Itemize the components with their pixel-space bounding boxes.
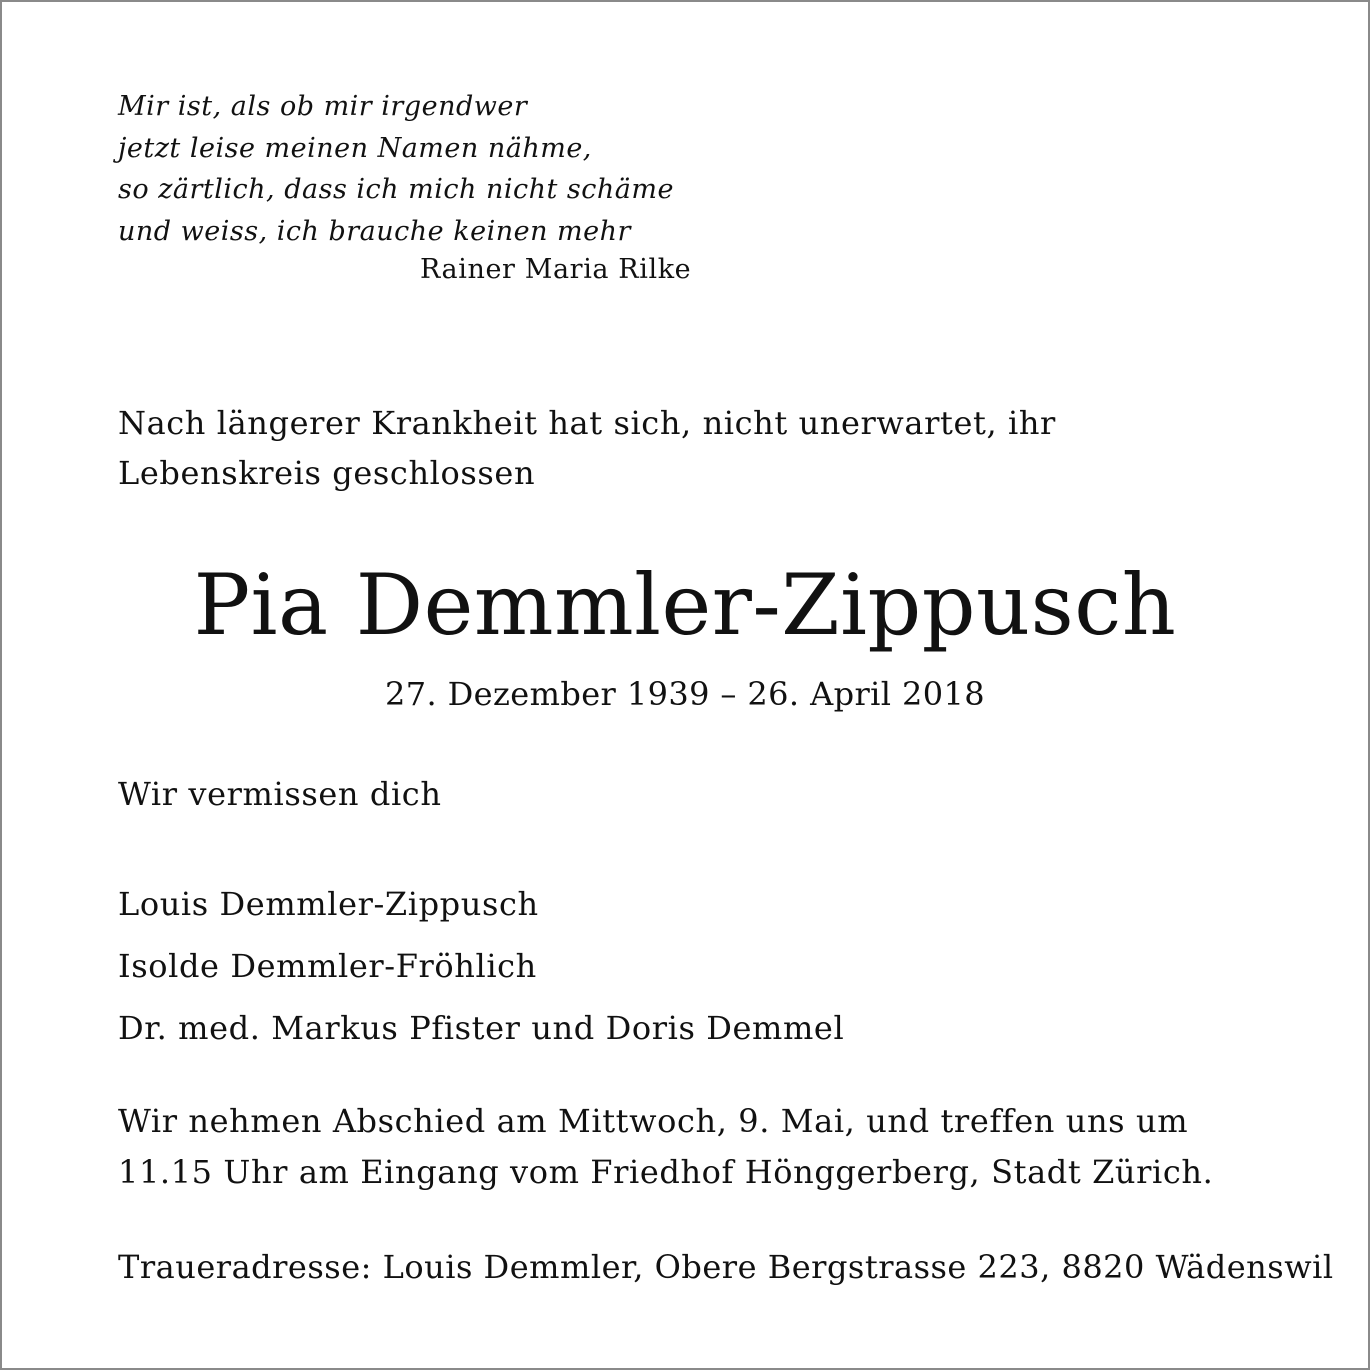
poem-line: jetzt leise meinen Namen nähme, [118, 132, 592, 164]
farewell-line: Wir nehmen Abschied am Mittwoch, 9. Mai, und treffen uns um [118, 1102, 1189, 1140]
farewell-notice [118, 1096, 1248, 1198]
mourner-name: Isolde Demmler-Fröhlich [118, 947, 537, 985]
mourning-address: Traueradresse: Louis Demmler, Obere Bergstrasse 223, 8820 Wädenswil [118, 1248, 1334, 1286]
mourner-name: Louis Demmler-Zippusch [118, 885, 539, 923]
intro-text: Nach längerer Krankheit hat sich, nicht unerwartet, ihr Lebenskreis geschlossen [118, 404, 1056, 492]
mourners-list [118, 873, 844, 1059]
poem-line: und weiss, ich brauche keinen mehr [118, 215, 631, 247]
poem-line: Mir ist, als ob mir irgendwer [118, 91, 528, 122]
poem-author: Rainer Maria Rilke [420, 254, 692, 285]
deceased-name: Pia Demmler-Zippusch [193, 556, 1177, 654]
poem-quote [118, 86, 718, 252]
poem-line: so zärtlich, dass ich mich nicht schäme [118, 174, 674, 205]
farewell-line: 11.15 Uhr am Eingang vom Friedhof Hönggerberg, Stadt Zürich. [118, 1153, 1214, 1191]
miss-text: Wir vermissen dich [118, 775, 442, 813]
mourner-name: Dr. med. Markus Pfister und Doris Demmel [118, 1009, 845, 1047]
life-dates: 27. Dezember 1939 – 26. April 2018 [384, 675, 986, 713]
